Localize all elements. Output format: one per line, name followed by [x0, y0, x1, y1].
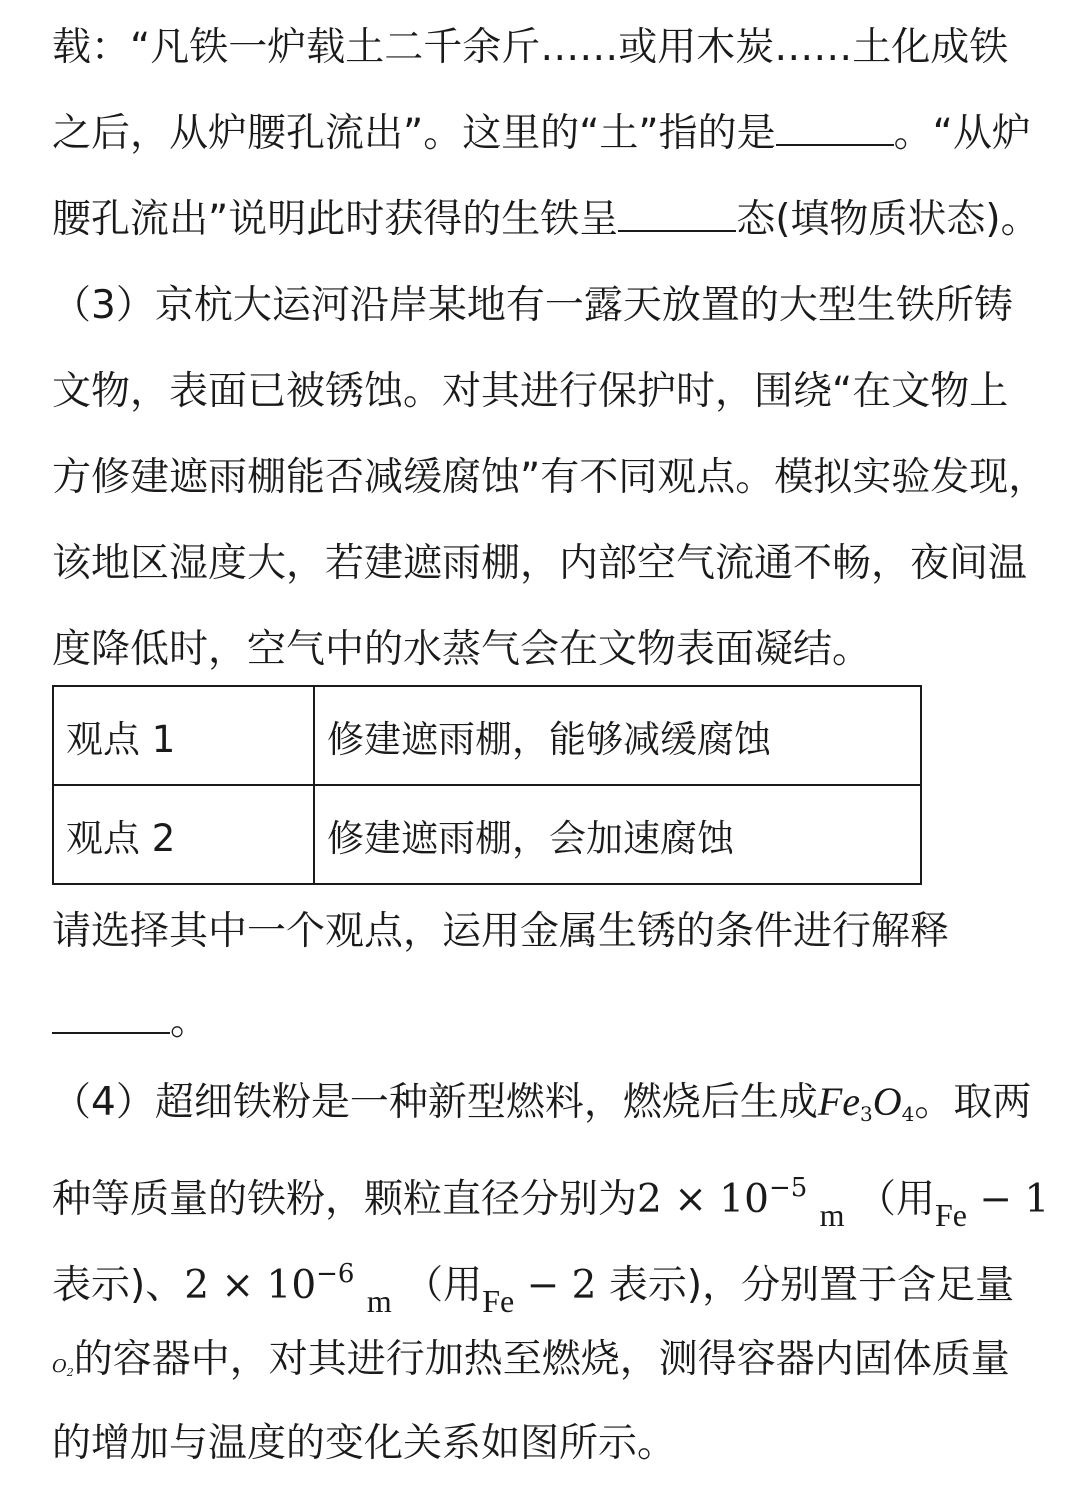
line-9-text: 请选择其中一个观点，运用金属生锈的条件进行解释 [52, 909, 950, 954]
line-8-text: 度降低时，空气中的水蒸气会在文物表面凝结。 [52, 627, 872, 672]
line-1-text: 载：“凡铁一炉载土二千余斤……或用木炭……土化成铁 [52, 25, 1009, 70]
text-line-11 [52, 1078, 1031, 1138]
line-12-text-a: 种等质量的铁粉，颗粒直径分别为 [52, 1177, 638, 1222]
line-12-text-b: （用 [856, 1177, 935, 1222]
formula-fe3o4: $Fe_3O_4$ [817, 1079, 915, 1126]
text-line-15 [52, 1420, 676, 1468]
answer-blank-3[interactable] [52, 1002, 170, 1034]
viewpoint-label: 观点 1 [53, 686, 314, 785]
text-line-4 [52, 282, 1013, 330]
text-line-1 [52, 24, 1008, 72]
viewpoint-text: 修建遮雨棚，能够减缓腐蚀 [314, 686, 921, 785]
text-line-3 [52, 196, 1040, 244]
line-10-text: 。 [170, 999, 210, 1044]
particle-size-1: $2 \times 10^{-5}$ $_m$ [637, 1173, 845, 1233]
line-11-text-b: 。取两 [914, 1080, 1032, 1125]
text-line-8 [52, 626, 871, 674]
line-3-text-b: 态(填物质状态)。 [736, 197, 1040, 242]
sample-label-2: $_{Fe}$ − 2 [482, 1263, 597, 1319]
table-row [53, 686, 921, 785]
viewpoints-table [52, 685, 922, 885]
text-line-12 [52, 1164, 1049, 1239]
line-15-text: 的增加与温度的变化关系如图所示。 [52, 1421, 677, 1466]
text-line-2 [52, 110, 1031, 158]
text-line-6 [52, 454, 1047, 502]
text-line-10 [52, 998, 209, 1046]
line-13-text-c: 表示)，分别置于含足量 [608, 1263, 1015, 1308]
line-6-text: 方修建遮雨棚能否减缓腐蚀”有不同观点。模拟实验发现， [52, 455, 1048, 500]
formula-o2: $O_2$ [52, 1356, 74, 1379]
line-4-text: （3）京杭大运河沿岸某地有一露天放置的大型生铁所铸 [52, 283, 1013, 328]
line-11-text-a: （4）超细铁粉是一种新型燃料，燃烧后生成 [52, 1080, 818, 1125]
line-3-text-a: 腰孔流出”说明此时获得的生铁呈 [52, 197, 619, 242]
table-row [53, 785, 921, 884]
answer-blank-1[interactable] [776, 114, 894, 146]
line-5-text: 文物，表面已被锈蚀。对其进行保护时，围绕“在文物上 [52, 369, 1009, 414]
text-line-13 [52, 1250, 1014, 1325]
text-line-9 [52, 908, 949, 956]
viewpoint-text: 修建遮雨棚，会加速腐蚀 [314, 785, 921, 884]
line-2-text-a: 之后，从炉腰孔流出”。这里的“土”指的是 [52, 111, 776, 156]
particle-size-2: $2 \times 10^{-6}$ $_m$ [184, 1259, 392, 1319]
line-14-text: 的容器中，对其进行加热至燃烧，测得容器内固体质量 [73, 1337, 1010, 1382]
text-line-5 [52, 368, 1008, 416]
text-line-14 [52, 1336, 1010, 1397]
answer-blank-2[interactable] [618, 200, 736, 232]
viewpoint-label: 观点 2 [53, 785, 314, 884]
line-2-text-b: 。“从炉 [893, 111, 1031, 156]
sample-label-1: $_{Fe}$ − 1 [934, 1177, 1050, 1233]
text-line-7 [52, 540, 1027, 588]
line-7-text: 该地区湿度大，若建遮雨棚，内部空气流通不畅，夜间温 [52, 541, 1028, 586]
line-13-text-a: 表示)、 [52, 1263, 185, 1308]
line-13-text-b: （用 [404, 1263, 483, 1308]
